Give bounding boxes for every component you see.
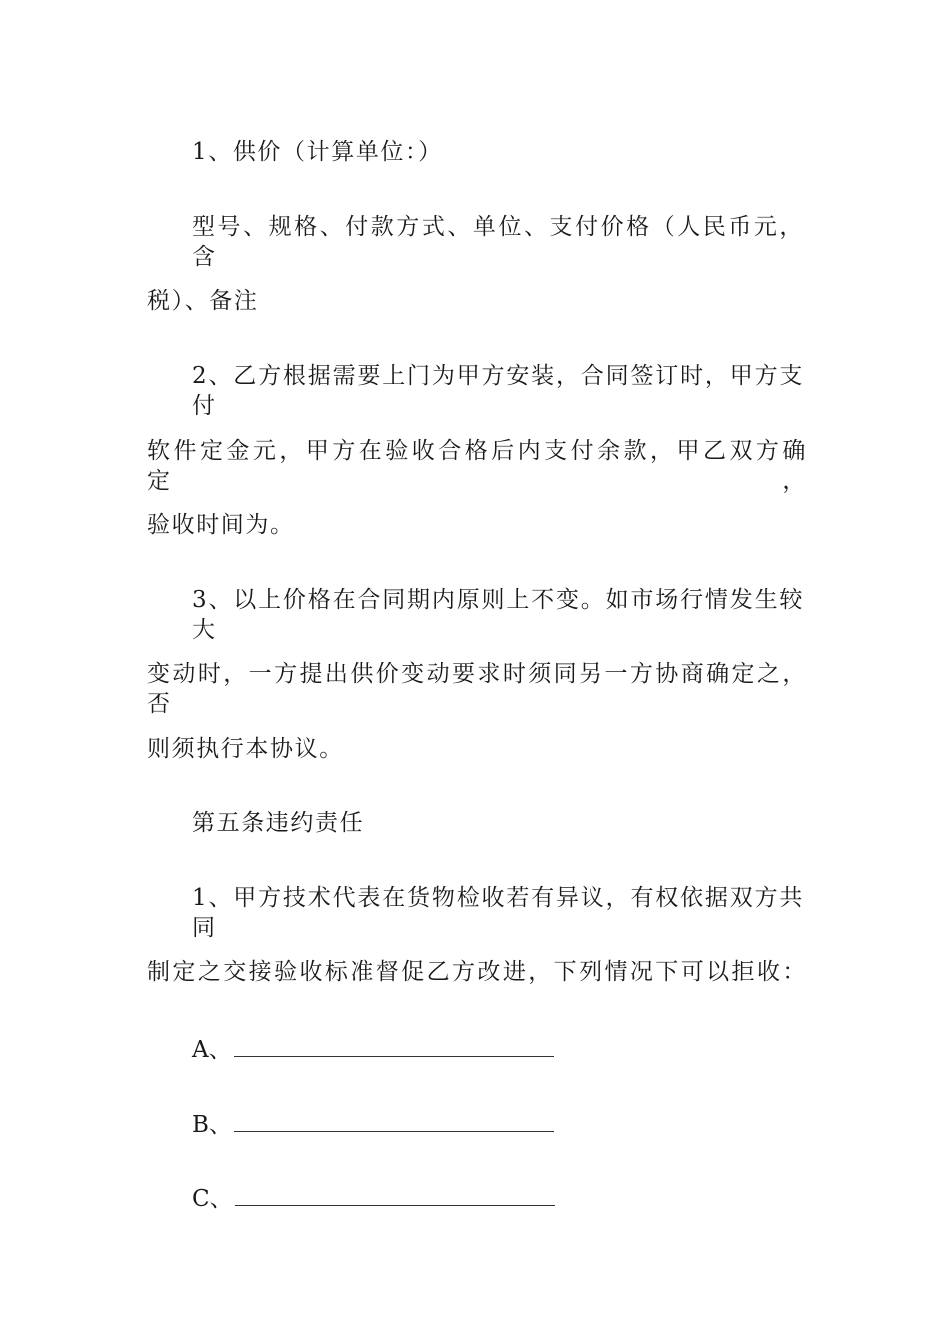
blank-underline bbox=[234, 1109, 554, 1132]
price-fields-line-1: 型号、规格、付款方式、单位、支付价格（人民币元，含 bbox=[192, 214, 804, 270]
clause-3-line-1: 3、以上价格在合同期内原则上不变。如市场行情发生较大 bbox=[192, 587, 804, 643]
clause-3-line-2: 变动时，一方提出供价变动要求时须同另一方协商确定之，否 bbox=[147, 661, 807, 717]
price-fields-line-2: 税）、备注 bbox=[147, 288, 259, 314]
blank-item-label: C、 bbox=[192, 1186, 233, 1212]
clause-1-price: 1、供价（计算单位：） bbox=[192, 139, 443, 165]
clause-2-line-1: 2、乙方根据需要上门为甲方安装，合同签订时，甲方支付 bbox=[192, 363, 804, 419]
blank-item-label: A、 bbox=[192, 1037, 232, 1063]
clause-2-line-2: 软件定金元，甲方在验收合格后内支付余款，甲乙双方确定， bbox=[147, 438, 807, 494]
blank-item-b bbox=[192, 1109, 554, 1140]
article-5-heading: 第五条违约责任 bbox=[192, 810, 365, 836]
blank-item-c bbox=[192, 1183, 555, 1214]
breach-clause-1-line-1: 1、甲方技术代表在货物检收若有异议，有权依据双方共同 bbox=[192, 885, 804, 941]
blank-item-label: B、 bbox=[192, 1112, 232, 1138]
blank-underline bbox=[234, 1034, 554, 1057]
blank-underline bbox=[235, 1183, 555, 1206]
clause-3-line-3: 则须执行本协议。 bbox=[147, 736, 344, 762]
blank-item-a bbox=[192, 1034, 554, 1065]
clause-2-line-3: 验收时间为。 bbox=[147, 512, 295, 538]
breach-clause-1-line-2: 制定之交接验收标准督促乙方改进，下列情况下可以拒收： bbox=[147, 959, 807, 985]
